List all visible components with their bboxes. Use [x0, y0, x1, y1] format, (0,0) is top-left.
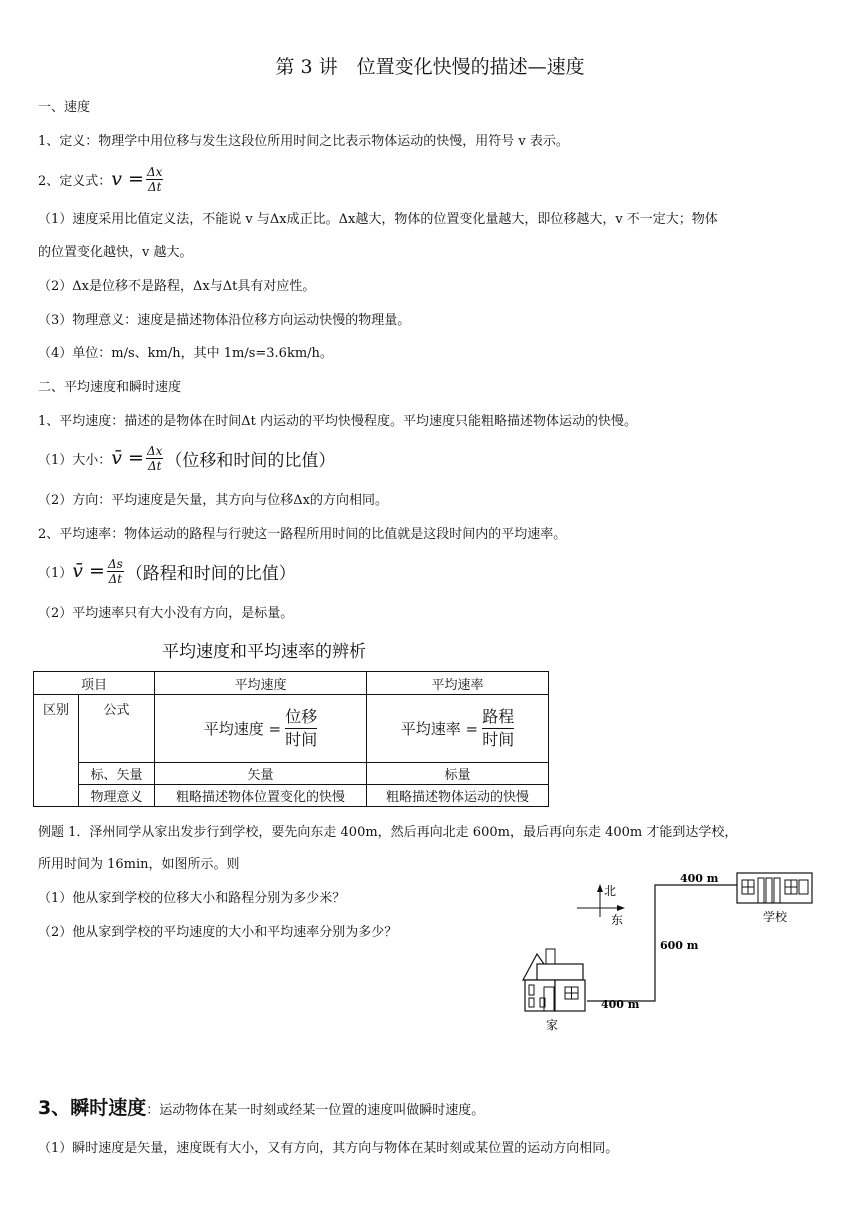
- north-label: 北: [604, 884, 617, 898]
- table-row-meaning: 物理意义: [79, 785, 155, 807]
- example-question-2: （2）他从家到学校的平均速度的大小和平均速率分别为多少？: [38, 925, 398, 940]
- formula-fraction: [146, 165, 163, 194]
- example-question-1: （1）他从家到学校的位移大小和路程分别为多少米？: [38, 891, 346, 906]
- formula-numerator: Δx: [146, 443, 163, 458]
- velocity-formula-fraction: [285, 706, 317, 751]
- school-label: 学校: [763, 910, 788, 924]
- speed-formula-cell: [367, 695, 549, 763]
- formula-note: （位移和时间的比值）: [165, 450, 336, 471]
- instant-velocity-definition: ：运动物体在某一时刻或经某一位置的速度叫做瞬时速度。: [146, 1103, 485, 1118]
- average-speed-text: 2、平均速率：物体运动的路程与行驶这一路程所用时间的比值就是这段时间内的平均速率。: [38, 527, 567, 542]
- velocity-formula-lhs: 平均速度 =: [203, 720, 282, 738]
- home-icon: [523, 949, 585, 1011]
- average-speed-formula: [38, 553, 296, 589]
- page-title: 第 3 讲 位置变化快慢的描述—速度: [275, 56, 585, 78]
- formula-fraction: [107, 557, 124, 586]
- example-line-1: 例题 1．泽州同学从家出发步行到学校，要先向东走 400m，然后再向北走 600m，最后再向东走 400m 才能到达学校，: [38, 825, 738, 840]
- speed-formula-denominator: 时间: [482, 730, 515, 749]
- formula-denominator: Δt: [108, 571, 123, 586]
- velocity-meaning-cell: 粗略描述物体位置变化的快慢: [155, 785, 367, 807]
- instant-velocity-line: [38, 1093, 484, 1120]
- speed-type-cell: 标量: [367, 763, 549, 785]
- formula-numerator: Δx: [146, 164, 163, 179]
- example-line-2: 所用时间为 16min，如图所示。则: [38, 857, 240, 872]
- average-velocity-formula: [38, 440, 335, 476]
- top-length-label: 400 m: [680, 872, 719, 885]
- definition-formula: [38, 161, 165, 197]
- middle-length-label: 600 m: [660, 939, 699, 952]
- table-header-speed: 平均速率: [367, 672, 549, 695]
- home-label: 家: [546, 1018, 559, 1032]
- east-arrow-icon: [617, 905, 625, 911]
- note-4: （4）单位：m/s、km/h，其中 1m/s=3.6km/h。: [38, 346, 333, 361]
- comparison-table: [33, 671, 549, 807]
- speed-formula-numerator: 路程: [482, 706, 514, 729]
- bottom-length-label: 400 m: [601, 998, 640, 1011]
- instant-velocity-note-1: （1）瞬时速度是矢量，速度既有大小，又有方向，其方向与物体在某时刻或某位置的运动方向相同。: [38, 1141, 619, 1156]
- note-1-line-1: （1）速度采用比值定义法，不能说 v 与Δx成正比。Δx越大，物体的位置变化量越大，即位移越大，v 不一定大；物体: [38, 212, 718, 227]
- velocity-formula-denominator: 时间: [285, 730, 318, 749]
- table-row-formula: 公式: [79, 695, 155, 763]
- velocity-type-cell: 矢量: [155, 763, 367, 785]
- speed-formula-lhs: 平均速率 =: [400, 720, 479, 738]
- velocity-formula-numerator: 位移: [285, 706, 317, 729]
- formula-lhs: v̄ =: [111, 447, 144, 469]
- formula-numerator: Δs: [107, 556, 123, 571]
- speed-formula-fraction: [482, 706, 514, 751]
- formula-denominator: Δt: [147, 179, 162, 194]
- formula-label: （1）大小：: [38, 452, 112, 468]
- section-heading-average: 二、平均速度和瞬时速度: [38, 380, 182, 395]
- formula-label: 2、定义式：: [38, 173, 112, 189]
- note-1-line-2: 的位置变化越快，v 越大。: [38, 245, 193, 260]
- route-figure: [515, 862, 835, 1037]
- note-3: （3）物理意义：速度是描述物体沿位移方向运动快慢的物理量。: [38, 313, 411, 328]
- section-heading-instant: 3、瞬时速度: [38, 1097, 147, 1119]
- average-velocity-direction: （2）方向：平均速度是矢量，其方向与位移Δx的方向相同。: [38, 493, 388, 508]
- east-label: 东: [611, 913, 624, 927]
- formula-fraction: [146, 444, 163, 473]
- table-row-type: 标、矢量: [79, 763, 155, 785]
- table-header-velocity: 平均速度: [155, 672, 367, 695]
- formula-denominator: Δt: [147, 458, 162, 473]
- table-group-label: 区别: [34, 695, 79, 807]
- section-heading-speed: 一、速度: [38, 100, 91, 115]
- average-speed-scalar: （2）平均速率只有大小没有方向，是标量。: [38, 606, 294, 621]
- note-2: （2）Δx是位移不是路程，Δx与Δt具有对应性。: [38, 279, 316, 294]
- definition-text: 1、定义：物理学中用位移与发生这段位所用时间之比表示物体运动的快慢，用符号 v 表示。: [38, 134, 569, 149]
- formula-lhs: v =: [111, 168, 144, 190]
- formula-lhs: v̄ =: [72, 560, 105, 582]
- formula-label: （1）: [38, 565, 73, 581]
- average-velocity-text: 1、平均速度：描述的是物体在时间Δt 内运动的平均快慢程度。平均速度只能粗略描述物体运动的快慢。: [38, 414, 638, 429]
- formula-note: （路程和时间的比值）: [125, 563, 296, 584]
- school-icon: [737, 873, 812, 903]
- speed-meaning-cell: 粗略描述物体运动的快慢: [367, 785, 549, 807]
- table-header-item: 项目: [34, 672, 155, 695]
- table-caption: 平均速度和平均速率的辨析: [162, 642, 366, 662]
- north-arrow-icon: [597, 884, 603, 892]
- velocity-formula-cell: [155, 695, 367, 763]
